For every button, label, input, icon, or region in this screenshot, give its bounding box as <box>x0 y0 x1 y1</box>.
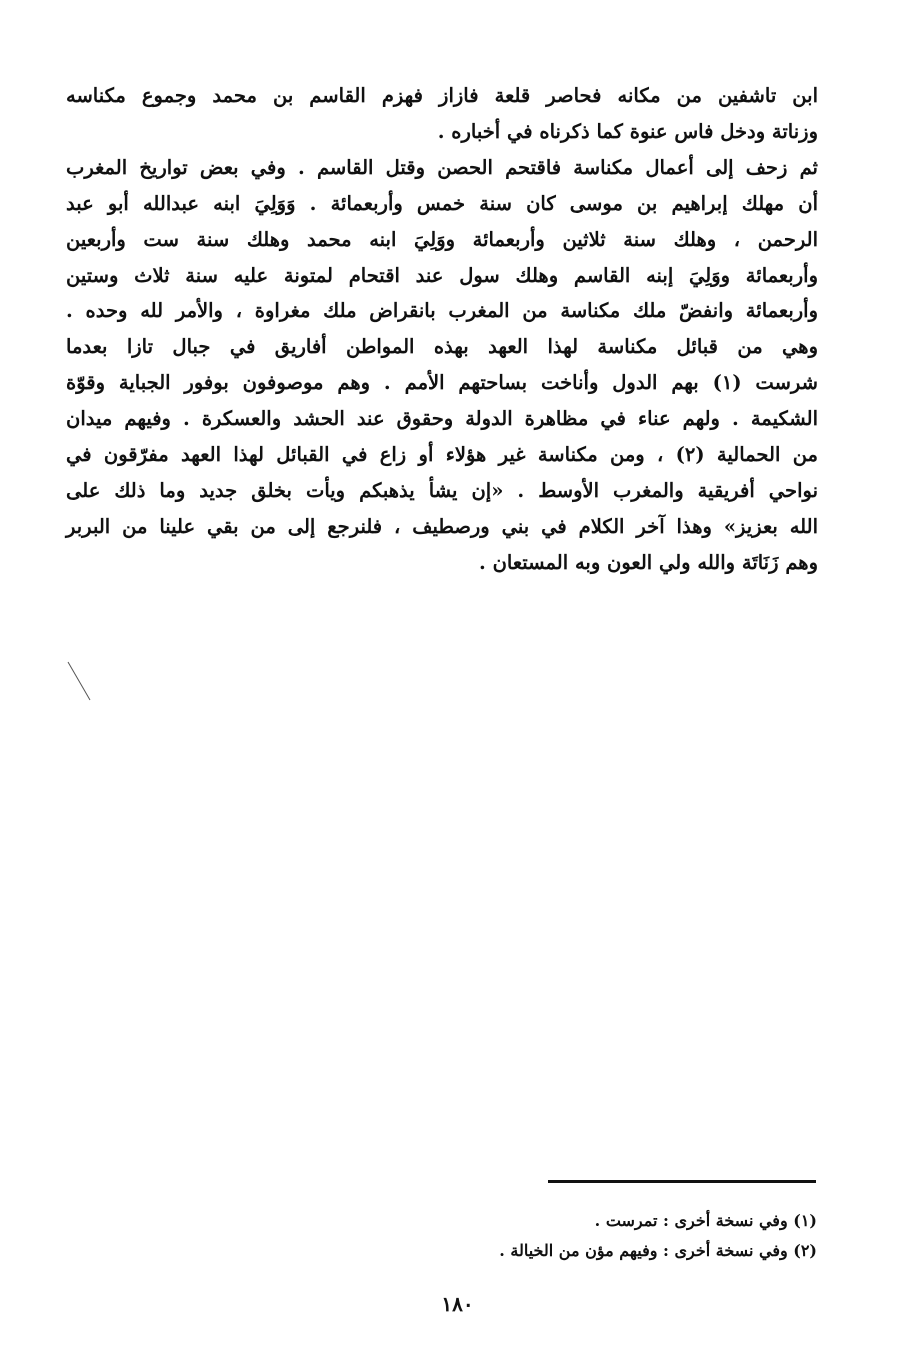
main-text <box>66 78 818 581</box>
text-line: وأربعمائة وانفضّ ملك مكناسة من المغرب بانقراض ملك مغراوة ، والأمر لله وحده . <box>66 299 818 323</box>
text-line: ابن تاشفين من مكانه فحاصر قلعة فازاز فهزم القاسم بن محمد وجموع مكناسه <box>66 84 818 107</box>
text-line: وزناتة ودخل فاس عنوة كما ذكرناه في أخباره . <box>437 119 818 143</box>
footnote-2: (٢) وفي نسخة أخرى : وفيهم مؤن من الخيالة . <box>499 1241 817 1260</box>
scan-mark <box>66 660 96 702</box>
footnote-1: (١) وفي نسخة أخرى : تمرست . <box>594 1211 817 1230</box>
footnotes <box>397 1206 817 1266</box>
page-number: ١٨٠ <box>441 1292 474 1316</box>
text-line: ثم زحف إلى أعمال مكناسة فاقتحم الحصن وقتل القاسم . وفي بعض تواريخ المغرب <box>66 155 818 179</box>
text-line: أن مهلك إبراهيم بن موسى كان سنة خمس وأربعمائة . وَوَلِيَ ابنه عبدالله أبو عبد <box>66 191 818 215</box>
text-line: الله بعزيز» وهذا آخر الكلام في بني ورصطيف ، فلنرجع إلى من بقي علينا من البربر <box>66 514 818 538</box>
text-line: من الحمالية (٢) ، ومن مكناسة غير هؤلاء أو زاع في القبائل لهذا العهد مفرّقون في <box>66 443 818 467</box>
text-line: شرست (١) بهم الدول وأناخت بساحتهم الأمم . وهم موصوفون بوفور الجباية وقوّة <box>66 371 819 395</box>
text-line: الرحمن ، وهلك سنة ثلاثين وأربعمائة ووَلِيَ ابنه محمد وهلك سنة ست وأربعين <box>66 227 818 251</box>
text-line: وهي من قبائل مكناسة لهذا العهد بهذه المواطن أفاريق في جبال تازا بعدما <box>66 335 818 359</box>
footnote-divider <box>548 1180 816 1183</box>
text-line: وهم زَنَاتَة والله ولي العون وبه المستعان . <box>479 550 818 574</box>
text-line: الشكيمة . ولهم عناء في مظاهرة الدولة وحقوق عند الحشد والعسكرة . وفيهم ميدان <box>66 407 818 431</box>
text-line: وأربعمائة ووَلِيَ إبنه القاسم وهلك سول عند اقتحام لمتونة عليه سنة ثلاث وستين <box>66 263 818 287</box>
text-line: نواحي أفريقية والمغرب الأوسط . «إن يشأ يذهبكم ويأت بخلق جديد وما ذلك على <box>66 478 818 502</box>
